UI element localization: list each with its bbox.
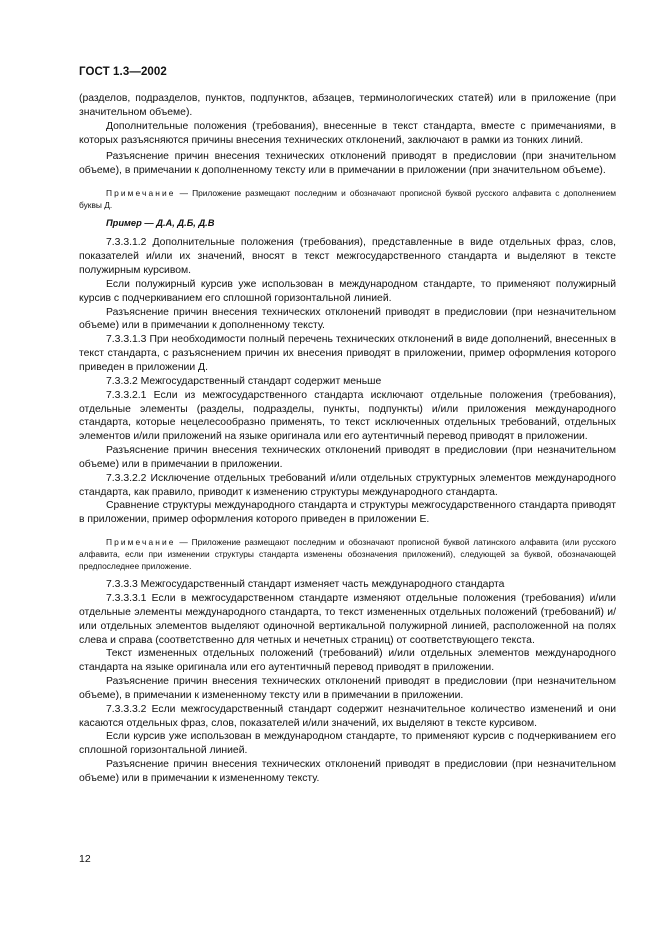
section-heading: 7.3.3.3 Межгосударственный стандарт изменяет часть международного стандарта [106, 579, 505, 591]
paragraph: Если полужирный курсив уже использован в международном стандарте, то применяют полужирный курсив с подчеркиванием его сплошной горизонтальной линией. [79, 278, 616, 304]
paragraph: Дополнительные положения (требования), внесенные в текст стандарта, вместе с примечаниями, в которых разъясняются причины внесения технических отклонений, заключают в рамки из тонких линий. [79, 120, 616, 146]
paragraph: Разъяснение причин внесения технических отклонений приводят в предисловии (при незначительном объеме), в примечании к измененному тексту или в примечании в приложении. [79, 676, 616, 701]
paragraph: Разъяснение причин внесения технических отклонений приводят в предисловии (при незначительном объеме) или в примечании к дополненному тексту. [79, 306, 616, 332]
note [79, 536, 616, 572]
note-label: Примечание [106, 187, 176, 198]
paragraph: 7.3.3.3.2 Если межгосударственный стандарт содержит незначительное количество изменений и они касаются отдельных фраз, слов, показателей и/или значений, их выделяют в тексте курсивом. [79, 703, 616, 729]
document-body [79, 92, 616, 786]
section-heading: 7.3.3.2 Межгосударственный стандарт содержит меньше [106, 375, 382, 387]
note [79, 187, 616, 211]
note-text: — Приложение размещают последним и обозначают прописной буквой русского алфавита с дополнением буквы Д. [79, 187, 617, 210]
example: Пример — Д.А, Д.Б, Д.В [106, 217, 215, 228]
paragraph: 7.3.3.2.2 Исключение отдельных требований и/или отдельных структурных элементов международного стандарта, как правило, приводит к изменению структуры международного стандарта. [79, 472, 616, 498]
paragraph: 7.3.3.1.2 Дополнительные положения (требования), представленные в виде отдельных фраз, слов, показателей и/или их значений, вносят в текст межгосударственного стандарта и выделяют в тексте полужирным курсивом. [79, 237, 616, 277]
note-label: Примечание [106, 537, 176, 548]
paragraph: Текст измененных отдельных положений (требований) и/или отдельных элементов международного стандарта на языке оригинала или его аутентичный перевод приводят в приложении. [79, 648, 616, 674]
paragraph: Разъяснение причин внесения технических отклонений приводят в предисловии (при незначительном объеме) или в примечании к измененному тексту. [79, 759, 616, 784]
paragraph: 7.3.3.2.1 Если из межгосударственного стандарта исключают отдельные положения (требования), отдельные элементы (разделы, подразделы, пункты, подпункты) и/или приложения международного стандарта, которые нецелесообразно применять, то текст исключенных отдельных требований, отдельных элементов и/или приложений на языке оригинала или его аутентичный перевод приводят в приложении. [79, 389, 616, 443]
paragraph: Разъяснение причин внесения технических отклонений приводят в предисловии (при значительном объеме), в примечании к дополненному тексту или в примечании в приложении (при значительном объеме). [79, 150, 616, 176]
note-text: — Приложение размещают последним и обозначают прописной буквой латинского алфавита (или русского алфавита, если при изменении структуры стандарта изменены обозначения приложений), следующей за буквой, обозначающей предпоследнее приложение. [79, 537, 617, 572]
paragraph: Сравнение структуры международного стандарта и структуры межгосударственного стандарта приводят в приложении, пример оформления которого приведен в приложении Е. [79, 500, 616, 526]
page-header-title: ГОСТ 1.3—2002 [79, 66, 167, 78]
paragraph: Разъяснение причин внесения технических отклонений приводят в предисловии (при незначительном объеме) или в примечании в приложении. [79, 445, 616, 470]
paragraph: (разделов, подразделов, пунктов, подпунктов, абзацев, терминологических статей) или в приложение (при значительном объеме). [79, 93, 616, 118]
page-number: 12 [79, 853, 91, 865]
paragraph: Если курсив уже использован в международном стандарте, то применяют курсив с подчеркиванием его сплошной горизонтальной линией. [79, 731, 616, 757]
paragraph: 7.3.3.1.3 При необходимости полный перечень технических отклонений в виде дополнений, внесенных в текст стандарта, с разъяснением причин их внесения приводят в приложении, пример оформления которого приведен в приложении Д. [79, 334, 616, 373]
paragraph: 7.3.3.3.1 Если в межгосударственном стандарте изменяют отдельные положения (требования) и/или отдельные элементы международного стандарта, то текст измененных отдельных положений (требований) и/или отдельных элементов выделяют одиночной вертикальной полужирной линией, расположенной на полях слева и справа (соответственно для четных и нечетных страниц) от соответствующего текста. [79, 592, 616, 646]
